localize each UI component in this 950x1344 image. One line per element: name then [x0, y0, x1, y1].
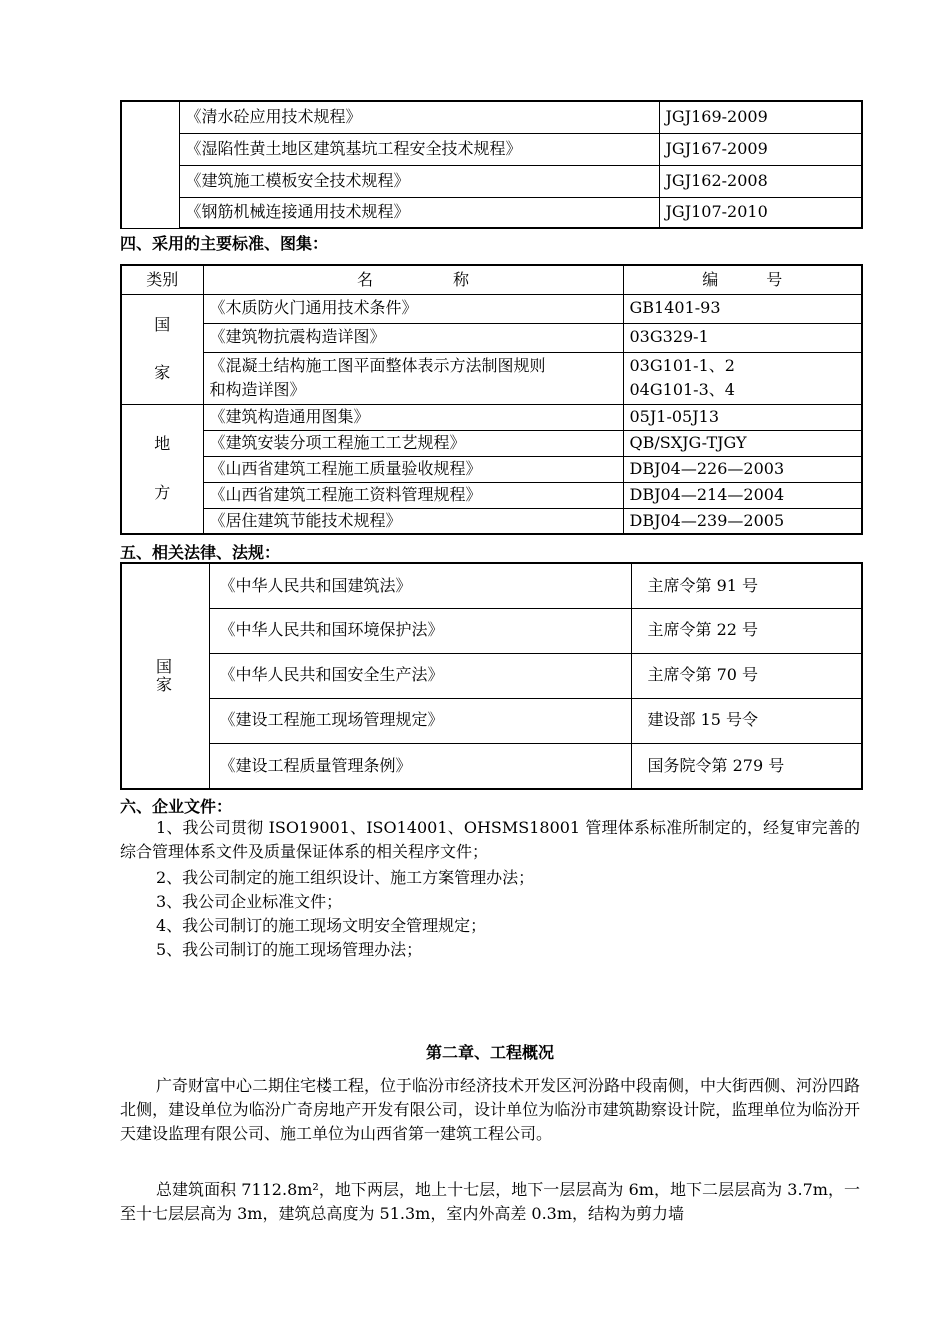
category-local-char2: 方	[154, 482, 171, 502]
law-code: 建设部 15 号令	[631, 698, 862, 743]
header-name: 名 称	[203, 265, 623, 294]
law-code: 国务院令第 279 号	[631, 743, 862, 789]
table-row	[121, 482, 862, 508]
standard-name: 《钢筋机械连接通用技术规程》	[179, 197, 659, 228]
category-national-char2: 家	[156, 675, 173, 694]
category-national-char2: 家	[154, 363, 171, 382]
standard-code: JGJ167-2009	[659, 133, 862, 165]
table-row	[121, 101, 862, 133]
category-national	[121, 563, 209, 789]
section4-heading: 四、采用的主要标准、图集：	[120, 234, 329, 253]
standard-code: JGJ169-2009	[659, 101, 862, 133]
company-doc-item-4: 4、我公司制订的施工现场文明安全管理规定；	[156, 916, 487, 935]
table-row	[121, 294, 862, 323]
law-name: 《建设工程质量管理条例》	[209, 743, 631, 789]
standard-code: DBJ04—214—2004	[623, 482, 862, 508]
law-name: 《中华人民共和国安全生产法》	[209, 653, 631, 698]
standard-code: DBJ04—226—2003	[623, 456, 862, 482]
standard-code: JGJ162-2008	[659, 165, 862, 197]
law-code: 主席令第 70 号	[631, 653, 862, 698]
standards-table-top	[120, 100, 863, 229]
standard-name: 《山西省建筑工程施工质量验收规程》	[203, 456, 623, 482]
standard-name-line2: 和构造详图》	[209, 380, 306, 399]
category-national-char1: 国	[156, 656, 173, 676]
law-name: 《中华人民共和国环境保护法》	[209, 608, 631, 653]
overview-paragraph-2: 总建筑面积 7112.8m²，地下两层，地上十七层，地下一层层高为 6m，地下二层层高为 3.7m，一至十七层层高为 3m，建筑总高度为 51.3m，室内外高差 0.3m，结构为剪力墙	[120, 1180, 860, 1223]
category-local-char1: 地	[154, 434, 171, 454]
table-header-row	[121, 265, 862, 294]
header-code: 编 号	[623, 265, 862, 294]
chapter-title: 第二章、工程概况	[425, 1043, 554, 1062]
company-doc-item-5: 5、我公司制订的施工现场管理办法；	[156, 940, 423, 959]
standard-name	[203, 352, 623, 404]
standard-code: 05J1-05J13	[623, 404, 862, 430]
standard-code	[623, 352, 862, 404]
standard-name: 《建筑构造通用图集》	[203, 404, 623, 430]
table-row	[121, 563, 862, 608]
law-code: 主席令第 22 号	[631, 608, 862, 653]
table-row	[121, 197, 862, 228]
table-row	[121, 430, 862, 456]
standard-code: GB1401-93	[623, 294, 862, 323]
standard-code: DBJ04—239—2005	[623, 508, 862, 534]
category-national-char1: 国	[154, 314, 171, 334]
law-code: 主席令第 91 号	[631, 563, 862, 608]
header-category: 类别	[121, 265, 203, 294]
section5-heading: 五、相关法律、法规：	[120, 543, 281, 562]
company-doc-item-1: 1、我公司贯彻 ISO19001、ISO14001、OHSMS18001 管理体系标准所制定的，经复审完善的综合管理体系文件及质量保证体系的相关程序文件；	[120, 818, 860, 861]
laws-table	[120, 562, 863, 790]
standard-code: 03G329-1	[623, 323, 862, 352]
table-row	[121, 323, 862, 352]
standard-name: 《建筑施工模板安全技术规程》	[179, 165, 659, 197]
company-doc-item-3: 3、我公司企业标准文件；	[156, 892, 343, 911]
table-row	[121, 165, 862, 197]
table-row	[121, 352, 862, 404]
table-row	[121, 608, 862, 653]
table-row	[121, 404, 862, 430]
table-row	[121, 456, 862, 482]
standard-name: 《湿陷性黄土地区建筑基坑工程安全技术规程》	[179, 133, 659, 165]
standard-name-line1: 《混凝土结构施工图平面整体表示方法制图规则	[209, 356, 546, 375]
standard-name: 《木质防火门通用技术条件》	[203, 294, 623, 323]
table-row	[121, 508, 862, 534]
standard-code: JGJ107-2010	[659, 197, 862, 228]
law-name: 《建设工程施工现场管理规定》	[209, 698, 631, 743]
table-row	[121, 698, 862, 743]
standard-code-line1: 03G101-1、2	[629, 356, 735, 375]
standard-name: 《清水砼应用技术规程》	[179, 101, 659, 133]
law-name: 《中华人民共和国建筑法》	[209, 563, 631, 608]
standard-name: 《居住建筑节能技术规程》	[203, 508, 623, 534]
standards-atlas-table	[120, 264, 863, 535]
company-doc-item-2: 2、我公司制定的施工组织设计、施工方案管理办法；	[156, 868, 535, 887]
category-cell	[121, 101, 179, 228]
table-row	[121, 653, 862, 698]
standard-code: QB/SXJG-TJGY	[623, 430, 862, 456]
category-local	[121, 404, 203, 534]
section6-heading: 六、企业文件：	[120, 797, 233, 816]
standard-code-line2: 04G101-3、4	[629, 380, 735, 399]
table-row	[121, 743, 862, 789]
standard-name: 《建筑安装分项工程施工工艺规程》	[203, 430, 623, 456]
category-national	[121, 294, 203, 404]
standard-name: 《建筑物抗震构造详图》	[203, 323, 623, 352]
standard-name: 《山西省建筑工程施工资料管理规程》	[203, 482, 623, 508]
table-row	[121, 133, 862, 165]
overview-paragraph-1: 广奇财富中心二期住宅楼工程，位于临汾市经济技术开发区河汾路中段南侧，中大街西侧、河汾四路北侧，建设单位为临汾广奇房地产开发有限公司，设计单位为临汾市建筑勘察设计院，监理单位为临汾开天建设监理有限公司、施工单位为山西省第一建筑工程公司。	[120, 1076, 861, 1143]
